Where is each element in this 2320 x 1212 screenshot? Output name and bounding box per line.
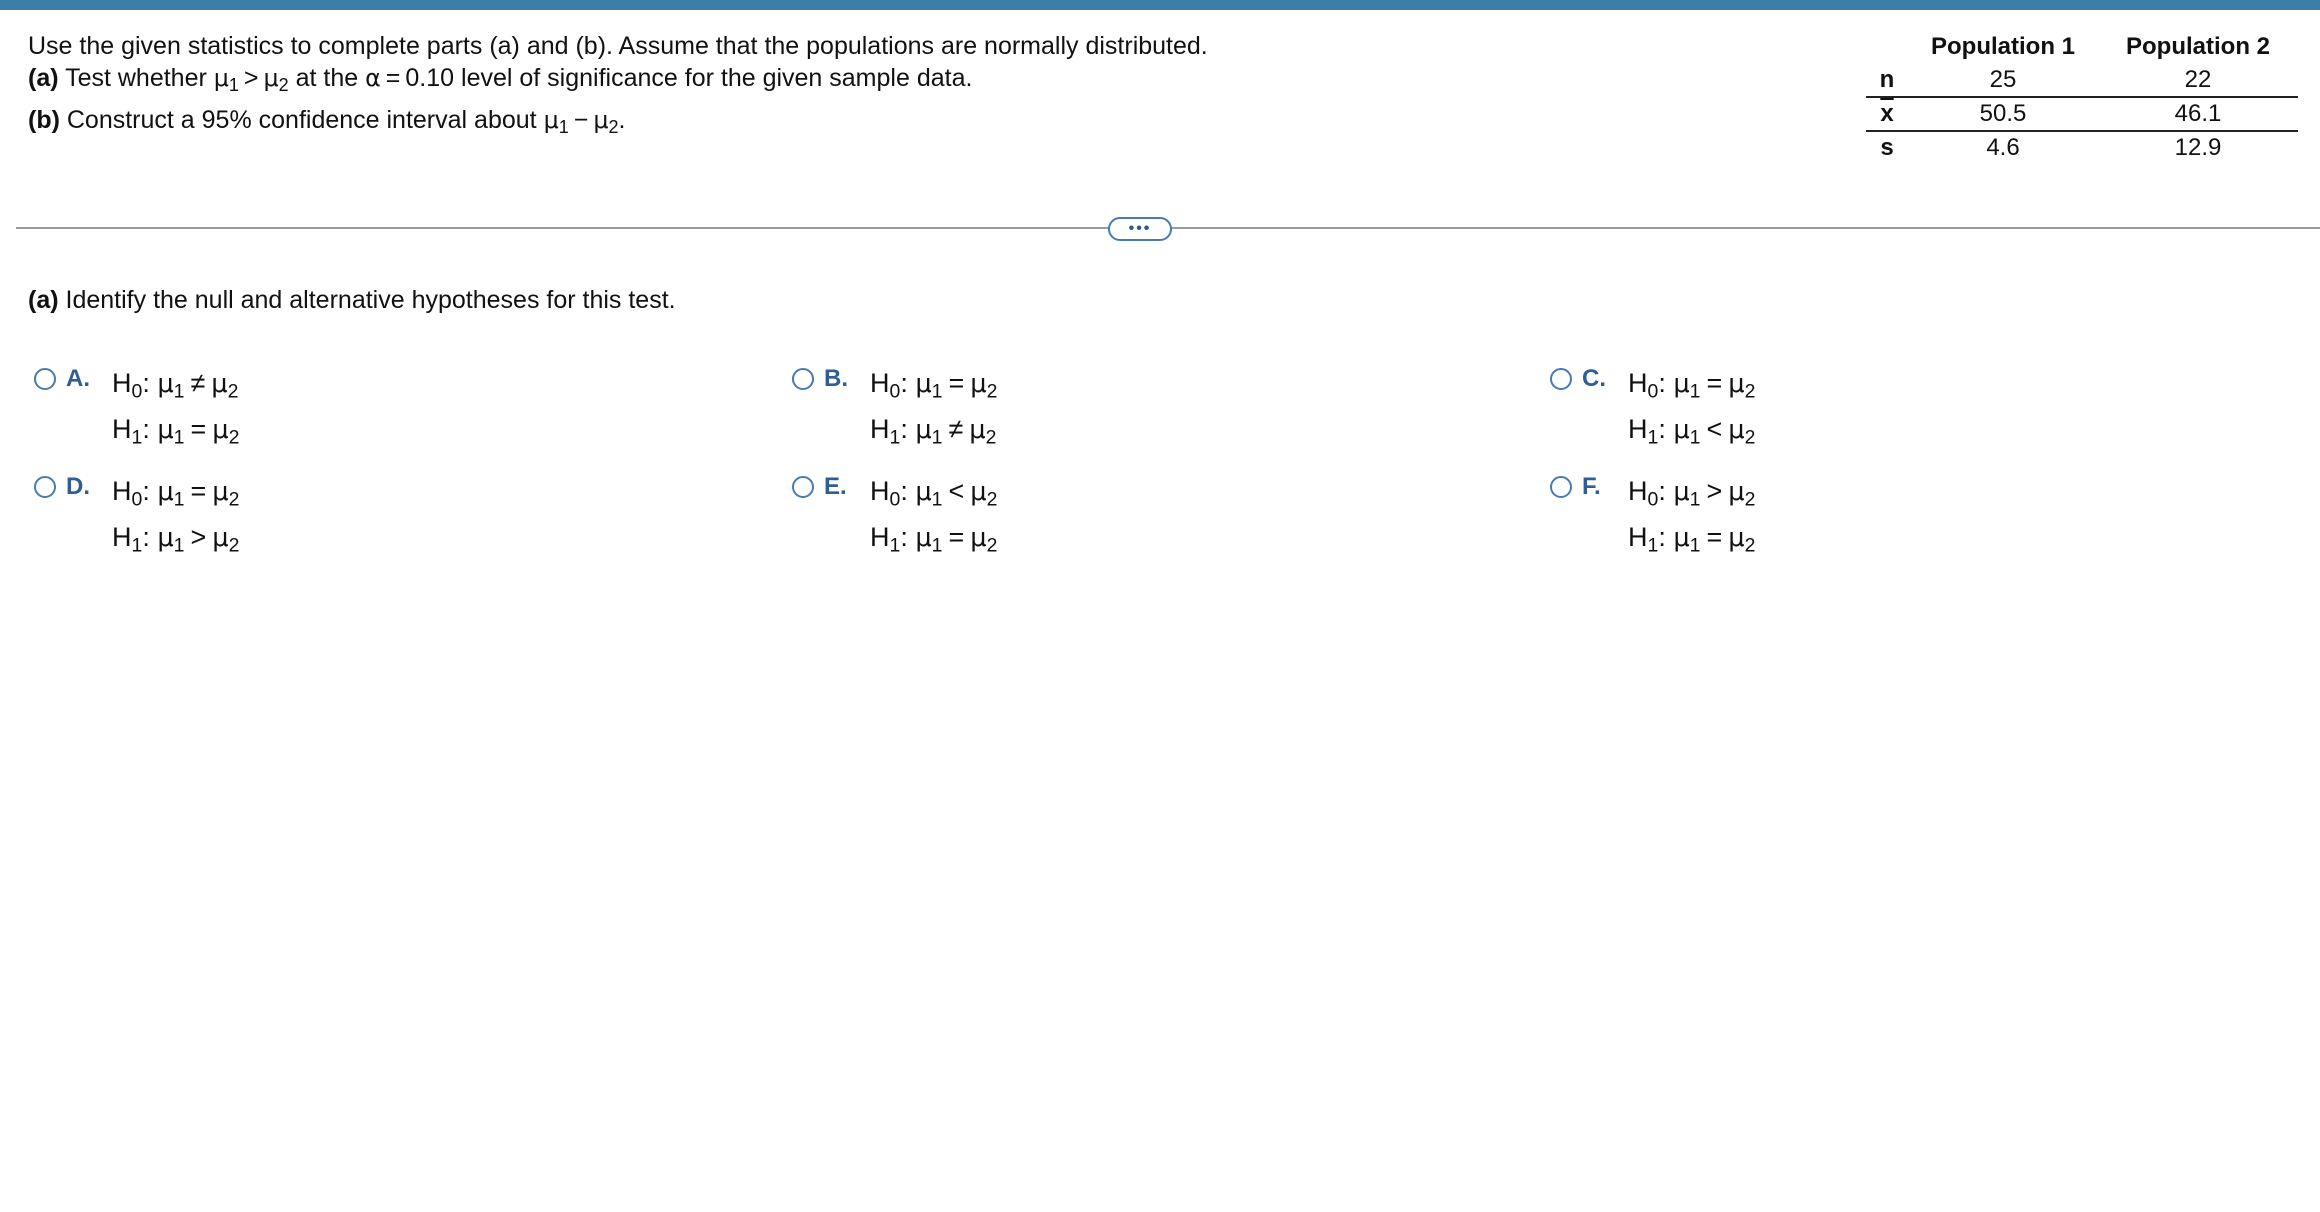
part-a-line: (a) Test whether $\mu_1 > \mu_2$ at the α = 0.10 level of significance for the given sample data. [28, 64, 973, 96]
option-letter: E. [824, 473, 847, 500]
null-hypothesis: $H_0$: $\mu_1 = \mu_2$ [112, 476, 240, 511]
null-hypothesis: $H_0$: $\mu_1 = \mu_2$ [1628, 368, 1756, 403]
row-label-n: n [1866, 64, 1908, 97]
radio-button[interactable] [1550, 476, 1572, 498]
hypotheses [1628, 360, 1755, 452]
table-cell: 50.5 [1908, 97, 2098, 131]
option-letter: D. [66, 473, 90, 500]
table-cell: 4.6 [1986, 134, 2020, 161]
option-letter: B. [824, 365, 848, 392]
radio-button[interactable] [792, 368, 814, 390]
table-cell: 12.9 [2174, 134, 2222, 161]
row-label-s: s [1880, 134, 1894, 161]
alternative-hypothesis: $H_1$: $\mu_1 < \mu_2$ [1628, 414, 1756, 449]
hypotheses [112, 468, 239, 560]
null-hypothesis: $H_0$: $\mu_1 < \mu_2$ [870, 476, 998, 511]
null-hypothesis: $H_0$: $\mu_1 \ne \mu_2$ [112, 368, 239, 403]
row-label-xbar: $\overline{x}$ [1866, 97, 1908, 131]
header-population-2: Population 2 [2126, 33, 2270, 60]
alternative-hypothesis: $H_1$: $\mu_1 > \mu_2$ [112, 522, 240, 557]
statistics-table [1866, 32, 2298, 164]
answer-option-f[interactable] [1550, 468, 1755, 560]
table-header-row [1866, 32, 2298, 64]
part-b-line: (b) Construct a 95% confidence interval about $\mu_1 - \mu_2$. [28, 106, 626, 138]
null-hypothesis: $H_0$: $\mu_1 = \mu_2$ [870, 368, 998, 403]
alternative-hypothesis: $H_1$: $\mu_1 \ne \mu_2$ [870, 414, 997, 449]
alternative-hypothesis: $H_1$: $\mu_1 = \mu_2$ [870, 522, 998, 557]
intro-line: Use the given statistics to complete parts (a) and (b). Assume that the populations are normally distributed. [28, 32, 1208, 60]
option-letter: C. [1582, 365, 1606, 392]
radio-button[interactable] [1550, 368, 1572, 390]
alternative-hypothesis: $H_1$: $\mu_1 = \mu_2$ [1628, 522, 1756, 557]
radio-button[interactable] [34, 476, 56, 498]
answer-option-d[interactable] [34, 468, 239, 560]
hypotheses [870, 360, 997, 452]
table-row [1866, 131, 2298, 164]
problem-statement [28, 30, 1208, 136]
table-cell: 25 [1908, 64, 2098, 97]
table-cell: 22 [2098, 64, 2298, 97]
radio-button[interactable] [34, 368, 56, 390]
hypotheses [870, 468, 997, 560]
header-population-1: Population 1 [1931, 33, 2075, 60]
top-accent-bar [0, 0, 2320, 10]
table-row [1866, 64, 2298, 97]
null-hypothesis: $H_0$: $\mu_1 > \mu_2$ [1628, 476, 1756, 511]
alternative-hypothesis: $H_1$: $\mu_1 = \mu_2$ [112, 414, 240, 449]
answer-option-a[interactable] [34, 360, 239, 452]
hypotheses [112, 360, 239, 452]
answer-option-c[interactable] [1550, 360, 1755, 452]
radio-button[interactable] [792, 476, 814, 498]
table-row [1866, 97, 2298, 131]
table-cell: 46.1 [2098, 97, 2298, 131]
option-letter: A. [66, 365, 90, 392]
answer-option-b[interactable] [792, 360, 997, 452]
hypotheses [1628, 468, 1755, 560]
option-letter: F. [1582, 473, 1601, 500]
answer-option-e[interactable] [792, 468, 997, 560]
expand-more-button[interactable]: ••• [1108, 217, 1172, 241]
question-prompt: (a) Identify the null and alternative hypotheses for this test. [28, 286, 676, 314]
